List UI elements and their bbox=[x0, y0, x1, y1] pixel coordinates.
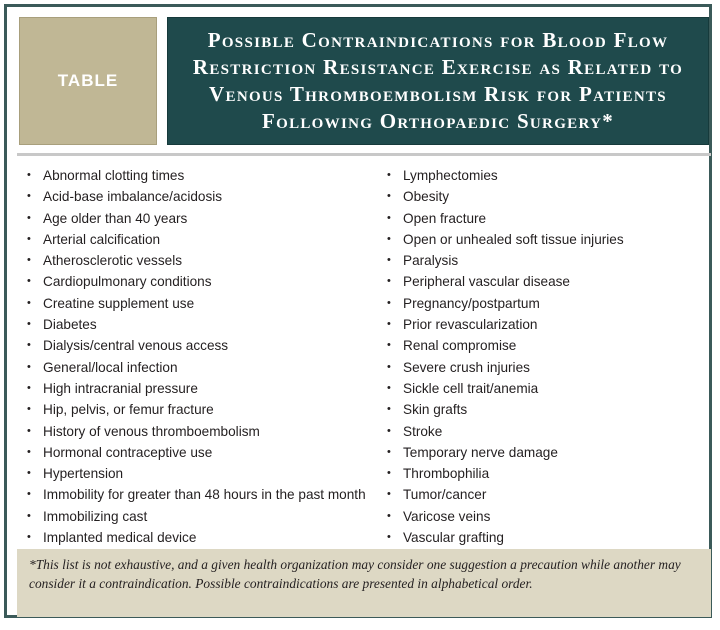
list-item-text: Atherosclerotic vessels bbox=[43, 253, 183, 269]
list-item-text: Hormonal contraceptive use bbox=[43, 444, 213, 460]
list-item-text: Thrombophilia bbox=[403, 466, 490, 482]
list-item bbox=[387, 229, 624, 250]
list-item bbox=[387, 421, 624, 442]
bullet-icon: • bbox=[27, 531, 31, 544]
list-item-text: Dialysis/central venous access bbox=[43, 338, 229, 354]
list-item bbox=[27, 271, 366, 292]
list-item bbox=[27, 314, 366, 335]
bullet-icon: • bbox=[387, 488, 391, 501]
list-item-text: Obesity bbox=[403, 189, 450, 205]
list-item bbox=[27, 463, 366, 484]
bullet-icon: • bbox=[387, 169, 391, 181]
list-item-text: Lymphectomies bbox=[403, 168, 498, 183]
list-item bbox=[27, 527, 366, 548]
bullet-icon: • bbox=[387, 254, 391, 267]
list-item-text: Creatine supplement use bbox=[43, 295, 195, 311]
list-item bbox=[387, 250, 624, 271]
list-item-text: Implanted medical device bbox=[43, 530, 197, 546]
footnote: *This list is not exhaustive, and a given health organization may consider one suggestion a precaution while another may consider it a contraindication. Possible contraindications are presented in alphabetical order. bbox=[17, 549, 711, 617]
bullet-icon: • bbox=[27, 211, 31, 224]
list-item-text: Age older than 40 years bbox=[43, 210, 188, 226]
list-item-text: Varicose veins bbox=[403, 508, 491, 524]
list-item-text: Diabetes bbox=[43, 317, 97, 333]
list-item bbox=[387, 335, 624, 356]
bullet-icon: • bbox=[387, 403, 391, 416]
list-item-text: Acid-base imbalance/acidosis bbox=[43, 189, 223, 205]
list-item bbox=[27, 484, 366, 505]
list-item-text: Open or unhealed soft tissue injuries bbox=[403, 231, 624, 247]
list-item bbox=[387, 357, 624, 378]
bullet-icon: • bbox=[27, 488, 31, 501]
list-item-text: Temporary nerve damage bbox=[403, 444, 558, 460]
list-item bbox=[387, 378, 624, 399]
bullet-icon: • bbox=[27, 339, 31, 352]
table-tag bbox=[19, 17, 157, 145]
list-item-text: Prior revascularization bbox=[403, 317, 538, 333]
bullet-icon: • bbox=[387, 318, 391, 331]
bullet-icon: • bbox=[27, 275, 31, 288]
right-column-list bbox=[387, 165, 624, 548]
list-item bbox=[27, 250, 366, 271]
bullet-icon: • bbox=[27, 169, 31, 181]
bullet-icon: • bbox=[387, 190, 391, 203]
list-item bbox=[387, 484, 624, 505]
bullet-icon: • bbox=[27, 232, 31, 245]
bullet-icon: • bbox=[387, 275, 391, 288]
bullet-icon: • bbox=[387, 424, 391, 437]
list-item-text: Immobility for greater than 48 hours in the past month bbox=[43, 487, 366, 503]
bullet-icon: • bbox=[387, 211, 391, 224]
table-title: Possible Contraindications for Blood Flow Restriction Resistance Exercise as Related to Venous Thromboembolism Risk for Patients Following Orthopaedic Surgery* bbox=[192, 28, 684, 133]
table-frame bbox=[4, 4, 712, 618]
list-item-text: Immobilizing cast bbox=[43, 508, 148, 524]
bullet-icon: • bbox=[387, 445, 391, 458]
bullet-icon: • bbox=[27, 403, 31, 416]
list-item bbox=[387, 165, 624, 186]
list-item bbox=[387, 506, 624, 527]
list-item-text: Open fracture bbox=[403, 210, 487, 226]
bullet-icon: • bbox=[27, 445, 31, 458]
bullet-icon: • bbox=[387, 381, 391, 394]
list-item bbox=[27, 442, 366, 463]
list-item bbox=[27, 208, 366, 229]
list-item-text: Stroke bbox=[403, 423, 443, 439]
left-column-list bbox=[27, 165, 366, 548]
list-item bbox=[27, 399, 366, 420]
list-item-text: Peripheral vascular disease bbox=[403, 274, 570, 290]
list-item-text: Severe crush injuries bbox=[403, 359, 530, 375]
bullet-icon: • bbox=[27, 424, 31, 437]
list-item-text: General/local infection bbox=[43, 359, 178, 375]
list-item bbox=[387, 271, 624, 292]
list-item-text: Cardiopulmonary conditions bbox=[43, 274, 212, 290]
list-item-text: Sickle cell trait/anemia bbox=[403, 380, 539, 396]
bullet-icon: • bbox=[387, 232, 391, 245]
list-item-text: Pregnancy/postpartum bbox=[403, 295, 540, 311]
table-tag-label: TABLE bbox=[57, 71, 119, 90]
bullet-icon: • bbox=[27, 318, 31, 331]
list-item-text: Arterial calcification bbox=[43, 231, 161, 247]
list-item-text: High intracranial pressure bbox=[43, 380, 198, 396]
list-item bbox=[27, 293, 366, 314]
list-item bbox=[387, 399, 624, 420]
list-item bbox=[387, 293, 624, 314]
bullet-icon: • bbox=[387, 296, 391, 309]
list-item bbox=[387, 442, 624, 463]
bullet-icon: • bbox=[387, 531, 391, 544]
list-item bbox=[387, 527, 624, 548]
bullet-icon: • bbox=[27, 360, 31, 373]
list-item-text: Abnormal clotting times bbox=[43, 168, 185, 183]
list-item-text: Hip, pelvis, or femur fracture bbox=[43, 402, 214, 418]
list-item bbox=[387, 463, 624, 484]
bullet-icon: • bbox=[27, 509, 31, 522]
bullet-icon: • bbox=[387, 339, 391, 352]
divider bbox=[17, 153, 711, 156]
bullet-icon: • bbox=[27, 381, 31, 394]
list-item bbox=[27, 229, 366, 250]
title-banner bbox=[167, 17, 709, 145]
list-item-text: Skin grafts bbox=[403, 402, 468, 418]
list-item bbox=[27, 165, 366, 186]
list-item bbox=[387, 314, 624, 335]
bullet-icon: • bbox=[27, 467, 31, 480]
list-item-text: Paralysis bbox=[403, 253, 459, 269]
bullet-icon: • bbox=[27, 254, 31, 267]
list-item bbox=[27, 335, 366, 356]
list-item bbox=[27, 378, 366, 399]
list-item bbox=[27, 421, 366, 442]
bullet-icon: • bbox=[387, 467, 391, 480]
bullet-icon: • bbox=[387, 360, 391, 373]
list-item-text: Renal compromise bbox=[403, 338, 517, 354]
list-item bbox=[387, 208, 624, 229]
list-item bbox=[27, 506, 366, 527]
list-item-text: Vascular grafting bbox=[403, 530, 504, 546]
list-item-text: Tumor/cancer bbox=[403, 487, 487, 503]
bullet-icon: • bbox=[27, 190, 31, 203]
list-item bbox=[27, 186, 366, 207]
list-item bbox=[387, 186, 624, 207]
bullet-icon: • bbox=[387, 509, 391, 522]
list-item-text: History of venous thromboembolism bbox=[43, 423, 260, 439]
bullet-icon: • bbox=[27, 296, 31, 309]
list-item-text: Hypertension bbox=[43, 466, 124, 482]
list-item bbox=[27, 357, 366, 378]
